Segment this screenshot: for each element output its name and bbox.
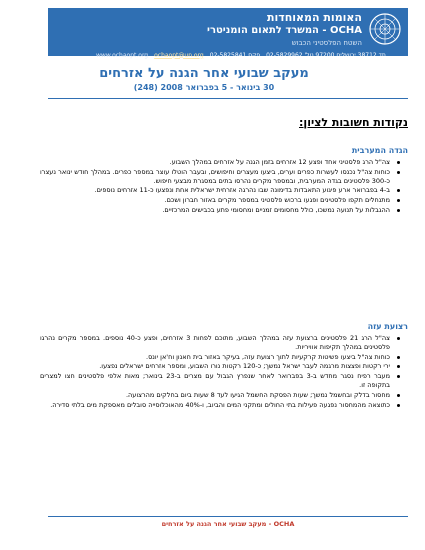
gaza-list	[40, 334, 400, 410]
bullet-text: מחסור בדלק ובחשמל נמשך; שעות הפסקת החשמל הגיעו לעד 8 שעות ביום בחלקים מהרצועה.	[125, 390, 390, 399]
west-bank-heading: הגדה המערבית	[351, 146, 408, 155]
bullet-icon	[397, 171, 400, 174]
report-title: מעקב שבועי אחר הגנה על אזרחים	[99, 66, 309, 81]
list-item	[40, 372, 400, 390]
bullet-icon	[397, 365, 400, 368]
page-footer: OCHA - מעקב שבועי אחר הגנה על אזרחים	[161, 520, 295, 528]
bullet-text: מעבר רפיח נסגר מחדש ב-3 בפברואר לאחר שנפרץ הגבול עם מצרים ב-23 בינואר; מאות אלפי פלסטינים חצו למצרים בתקופה זו.	[40, 372, 390, 389]
bullet-text: ב-4 בפברואר ארע פיגוע התאבדות בדימונה שבו נהרגה אזרחית ישראלית אחת ונפצעו כ-11 אזרחים נוספים.	[94, 186, 390, 195]
contact-line	[96, 50, 396, 60]
bullet-icon	[397, 356, 400, 359]
fax-number: פקס 02-5825841	[209, 51, 261, 59]
email-link[interactable]: ochaopt@un.org	[154, 51, 204, 59]
bullet-text: ירי רקטות ופצצות מרגמה לעבר ישראל נמשך; כ-120 רקטות נורו השבוע, ומספר אזרחים ישראלים נפצעו.	[99, 362, 390, 371]
bullet-text: כתוצאה מהמחסור נפגעה פעילות בתי החולים ומתקני המים והביוב, ו-40% מהאוכלוסייה סובלים מאספקת מים בלתי סדירה.	[50, 400, 390, 409]
org-subtitle: OCHA - המשרד לתאום הומניטרי	[207, 25, 362, 36]
postal-address: תד 38712 ירושלים 97200 טל' 02-5829962	[266, 51, 386, 59]
footer-divider	[48, 516, 408, 517]
list-item	[40, 196, 400, 205]
bullet-icon	[397, 189, 400, 192]
list-item	[40, 186, 400, 195]
list-item	[40, 353, 400, 362]
website-link[interactable]: www.ochaopt.org	[96, 51, 149, 59]
list-item	[40, 334, 400, 352]
report-period: 30 בינואר - 5 בפברואר 2008 (248)	[133, 83, 275, 92]
bullet-text: צה"ל הרג פלסטיני אחד ופצע 12 אזרחים בזמן הגנה על אזרחים במהלך השבוע.	[169, 158, 390, 166]
list-item	[40, 158, 400, 167]
list-item	[40, 401, 400, 410]
bullet-icon	[397, 337, 400, 340]
list-item	[40, 391, 400, 400]
title-divider	[48, 98, 408, 99]
org-title: האומות המאוחדות	[266, 11, 362, 24]
bullet-icon	[397, 199, 400, 202]
list-item	[40, 206, 400, 215]
bullet-text: ההגבלות על תנועה נמשכו, כולל מחסומים זמניים ומחסומי פתע בכבישים המרכזיים.	[162, 205, 390, 214]
gaza-heading: רצועת עזה	[367, 322, 408, 331]
bullet-icon	[397, 394, 400, 397]
list-item	[40, 362, 400, 371]
bullet-icon	[397, 404, 400, 407]
bullet-text: כוחות צה"ל נכנסו לעשרות כפרים וערים, ביצעו מעצרים וחיפושים, ובעבר הוטלו עוצר במספר כפרים. במהלך חודש ינואר נעצרו כ-300 פלסטינים בגדה המערבית, ובמספר מקרים נהרסו בתים במסגרת מבצעי חיפוש.	[40, 167, 390, 185]
bullet-icon	[397, 161, 400, 164]
org-name-block	[182, 11, 362, 48]
header-banner	[48, 8, 408, 59]
list-item	[40, 168, 400, 186]
bullet-text: כוחות צה"ל ביצעו פשיטות קרקעיות לתוך רצועת עזה, בעיקר באזור בית חאנון וח'אן יונס.	[146, 352, 390, 361]
org-territory: השטח הפלסטיני הכבוש	[291, 39, 362, 47]
west-bank-list	[40, 158, 400, 216]
un-emblem-icon	[368, 12, 402, 46]
bullet-text: מתנחלים תקפו פלסטינים ופגעו ברכוש פלסטיני במספר מקרים באזור חברון ושכם.	[164, 196, 390, 205]
bullet-text: צה"ל הרג 21 פלסטינים ברצועת עזה במהלך השבוע, מתוכם לפחות 3 אזרחים, ופצע כ-40 נוספים. במספר מקרים נהרגו פלסטינים במהלך תקיפות אוויריות.	[40, 334, 390, 351]
bullet-icon	[397, 375, 400, 378]
section-heading: נקודות חשובות לציון:	[299, 116, 408, 129]
bullet-icon	[397, 209, 400, 212]
